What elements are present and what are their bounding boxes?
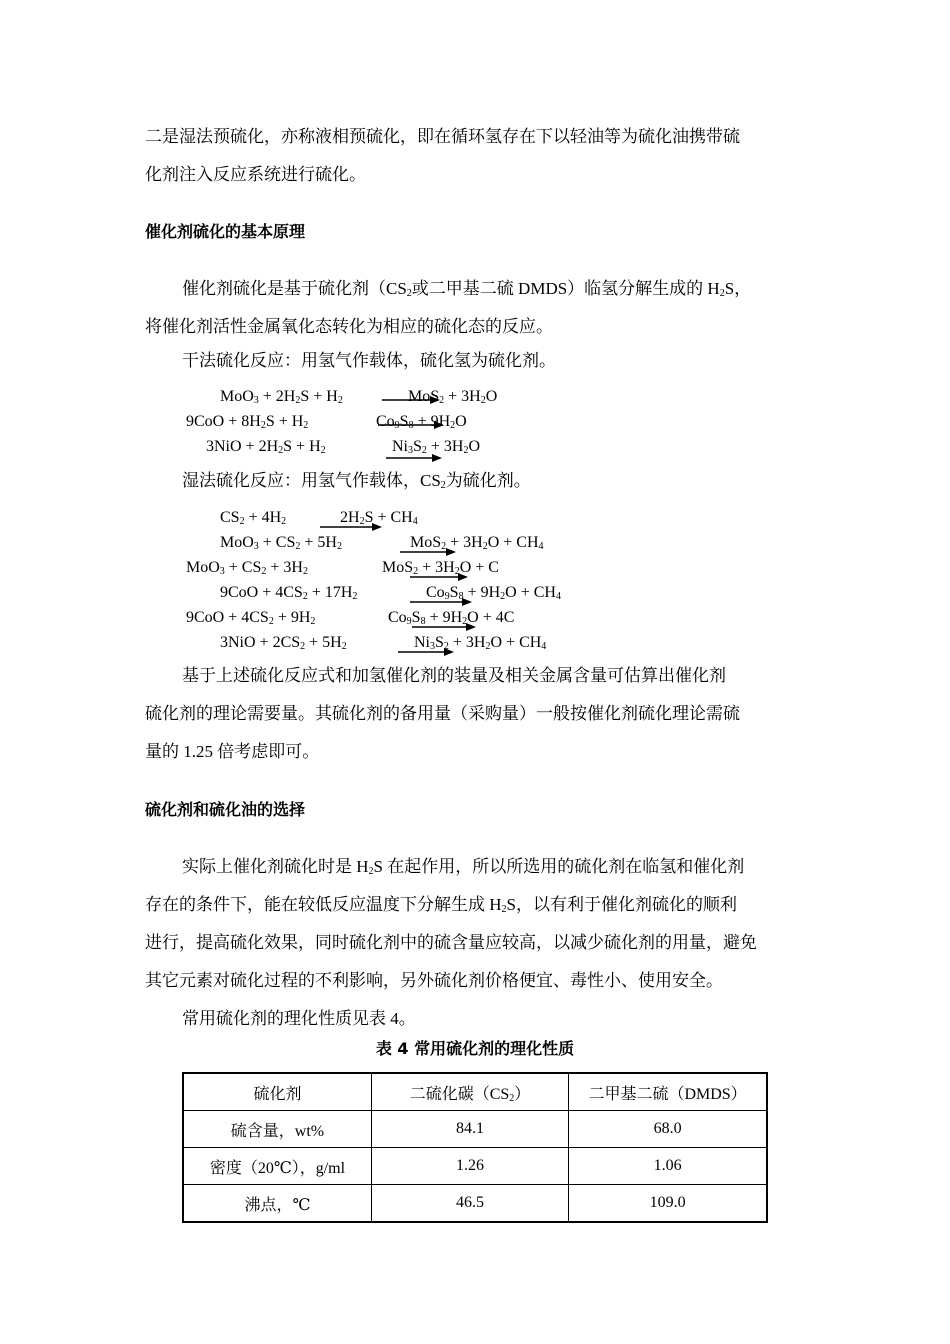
reaction-rhs: $MoS_2 + 3H_2O$ (408, 388, 498, 406)
reaction-arrow (398, 652, 399, 653)
table-cell-value: 46.5 (371, 1185, 568, 1223)
selection-line-3: 进行，提高硫化效果，同时硫化剂中的硫含量应较高，以减少硫化剂的用量，避免 (145, 933, 757, 952)
table-cell-value: 1.06 (569, 1148, 767, 1185)
selection-line-5: 常用硫化剂的理化性质见表 4。 (182, 1009, 416, 1028)
reaction-arrow (400, 552, 401, 553)
table-header-cell: 二甲基二硫（DMDS） (569, 1073, 767, 1111)
reaction-rhs: $2H_2S + CH_4$ (340, 509, 418, 527)
table-cell-value: 68.0 (569, 1111, 767, 1148)
dry-sulfiding-label: 干法硫化反应：用氢气作载体，硫化氢为硫化剂。 (182, 351, 556, 370)
selection-paragraph (145, 848, 810, 1038)
reaction-rhs: $MoS_2 + 3H_2O + CH_4$ (410, 534, 544, 552)
table-cell-value: 1.26 (371, 1148, 568, 1185)
table-row (183, 1185, 767, 1223)
reaction-lhs: $9CoO + 8H_2S + H_2$ (186, 413, 309, 431)
table-cell-value: 84.1 (371, 1111, 568, 1148)
reaction-lhs: $9CoO + 4CS_2 + 9H_2$ (186, 609, 316, 627)
table-header-cell: 硫化剂 (183, 1073, 371, 1111)
reaction-rhs: $Ni_3S_2 + 3H_2O$ (392, 438, 481, 456)
reaction-lhs: $MoO_3 + 2H_2S + H_2$ (220, 388, 343, 406)
reaction-rhs: $Co_9S_8 + 9H_2O$ (376, 413, 467, 431)
principle-line-2: 将催化剂活性金属氧化态转化为相应的硫化态的反应。 (145, 317, 553, 336)
reaction-rhs: $MoS_2 + 3H_2O + C$ (382, 559, 499, 577)
table-cell-label: 硫含量，wt% (183, 1111, 371, 1148)
reaction-lhs: $MoO_3 + CS_2 + 5H_2$ (220, 534, 342, 552)
properties-table (182, 1072, 768, 1223)
selection-line-2: 存在的条件下，能在较低反应温度下分解生成 $H_2S$，以有利于催化剂硫化的顺利 (145, 895, 737, 915)
reaction-lhs: $MoO_3 + CS_2 + 3H_2$ (186, 559, 308, 577)
reaction-arrow (410, 602, 411, 603)
table-header-cell: 二硫化碳$(CS_2)$ (371, 1073, 568, 1111)
reaction-rhs: $Co_9S_8 + 9H_2O + 4C$ (388, 609, 515, 627)
estimate-line-2: 硫化剂的理论需要量。其硫化剂的备用量（采购量）一般按催化剂硫化理论需硫 (145, 704, 740, 723)
reaction-lhs: $3NiO + 2CS_2 + 5H_2$ (220, 634, 347, 652)
estimate-line-1: 基于上述硫化反应式和加氢催化剂的装量及相关金属含量可估算出催化剂 (182, 666, 726, 685)
reaction-lhs: $9CoO + 4CS_2 + 17H_2$ (220, 584, 358, 602)
reaction-arrow (386, 458, 387, 459)
principle-paragraph (145, 270, 810, 346)
reaction-rhs: $Ni_3S_2 + 3H_2O + CH_4$ (414, 634, 547, 652)
wet-sulfiding-label: 湿法硫化反应：用氢气作载体，$CS_2$为硫化剂。 (182, 471, 531, 491)
reaction-arrow (382, 400, 383, 401)
selection-line-1: 实际上催化剂硫化时是 $H_2S$ 在起作用，所以所选用的硫化剂在临氢和催化剂 (182, 857, 745, 877)
reaction-arrow (320, 527, 321, 528)
table-cell-label: 沸点，℃ (183, 1185, 371, 1223)
intro-line-1: 二是湿法预硫化，亦称液相预硫化，即在循环氢存在下以轻油等为硫化油携带硫 (145, 127, 740, 146)
estimate-line-3: 量的 1.25 倍考虑即可。 (145, 742, 320, 761)
reaction-rhs: $Co_9S_8 + 9H_2O + CH_4$ (426, 584, 561, 602)
section-heading-selection: 硫化剂和硫化油的选择 (145, 800, 306, 819)
table-cell-label: 密度（20℃），g/ml (183, 1148, 371, 1185)
table-caption: 表 4 常用硫化剂的理化性质 (375, 1039, 575, 1058)
principle-line-1: 催化剂硫化是基于硫化剂（$CS_2$或二甲基二硫 DMDS）临氢分解生成的 $H_2S$， (182, 279, 752, 299)
estimate-paragraph (145, 657, 810, 771)
table-header-row (183, 1073, 767, 1111)
reaction-lhs: $CS_2 + 4H_2$ (220, 509, 287, 527)
table-row (183, 1148, 767, 1185)
selection-line-4: 其它元素对硫化过程的不利影响，另外硫化剂价格便宜、毒性小、使用安全。 (145, 971, 723, 990)
table-cell-value: 109.0 (569, 1185, 767, 1223)
reaction-lhs: $3NiO + 2H_2S + H_2$ (206, 438, 326, 456)
section-heading-principle: 催化剂硫化的基本原理 (145, 222, 306, 241)
table-row (183, 1111, 767, 1148)
intro-paragraph (145, 118, 810, 194)
intro-line-2: 化剂注入反应系统进行硫化。 (145, 165, 366, 184)
